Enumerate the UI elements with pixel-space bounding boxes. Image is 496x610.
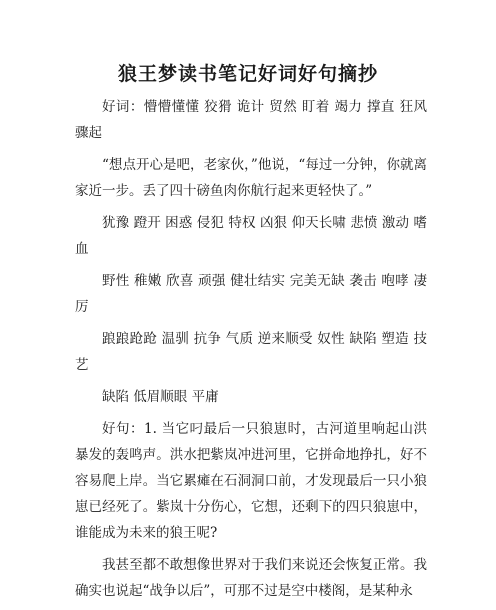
paragraph-word-list-2: 野性 稚嫩 欣喜 顽强 健壮结实 完美无缺 袭击 咆哮 凄厉 [75, 273, 427, 315]
paragraph-word-list-4: 缺陷 低眉顺眼 平庸 [102, 389, 219, 405]
paragraph-quote: “想点开心是吧，老家伙，”他说，“每过一分钟，你就离家近一步。丢了四十磅鱼肉你航行起来更轻快了。” [75, 157, 427, 199]
document-body [75, 94, 427, 610]
paragraph-good-sentences: 好句：1. 当它叼最后一只狼崽时，古河道里响起山洪暴发的轰鸣声。洪水把紫岚冲进河里，它拼命地挣扎，好不容易爬上岸。当它累瘫在石洞洞口前，才发现最后一只小狼崽已经死了。紫岚十分伤心，它想，还剩下的四只狼崽中，谁能成为未来的狼王呢? [75, 421, 427, 541]
paragraph-good-words: 好词：懵懵懂懂 狡猾 诡计 贸然 盯着 竭力 撑直 狂风骤起 [75, 99, 427, 141]
document-title: 狼王梦读书笔记好词好句摘抄 [117, 63, 378, 85]
paragraph-word-list-3: 踉踉跄跄 温驯 抗争 气质 逆来顺受 奴性 缺陷 塑造 技艺 [75, 331, 427, 373]
paragraph-word-list-1: 犹豫 蹬开 困惑 侵犯 特权 凶狠 仰天长啸 悲愤 激动 嗜血 [75, 215, 427, 257]
paragraph-diary-excerpt: 我甚至都不敢想像世界对于我们来说还会恢复正常。我确实也说起“战争以后”，可那不过是空中楼阁，是某种永 [75, 557, 427, 599]
